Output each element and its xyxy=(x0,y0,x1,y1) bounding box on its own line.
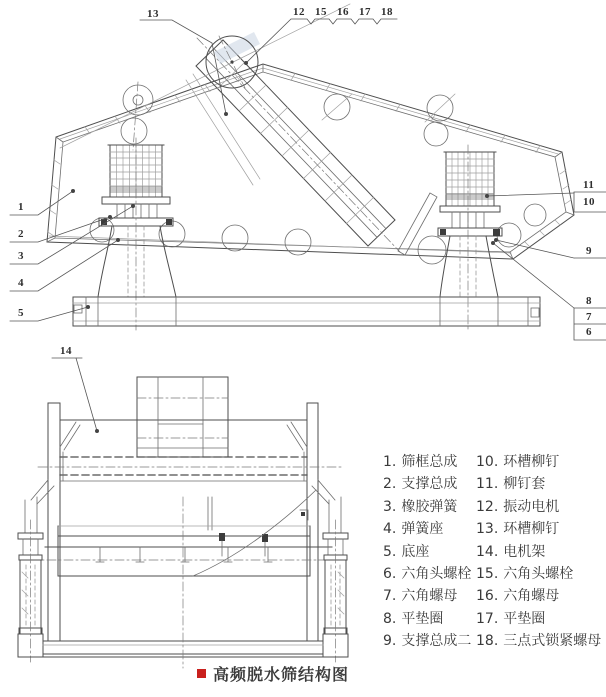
front-view-left-spring xyxy=(18,497,43,662)
red-square-bullet-icon xyxy=(197,669,206,678)
legend-item-2: 2. 支撑总成 xyxy=(383,476,458,493)
legend-item-1: 1. 筛框总成 xyxy=(383,454,458,470)
callout-17: 17 xyxy=(359,6,371,18)
callout-15: 15 xyxy=(315,6,327,18)
callout-3: 3 xyxy=(18,250,24,262)
legend-item-17: 17. 平垫圈 xyxy=(476,610,546,627)
legend-item-13: 13. 环槽柳钉 xyxy=(476,521,560,538)
legend-item-10: 10. 环槽柳钉 xyxy=(476,454,560,470)
front-view-leader-lines xyxy=(52,358,99,433)
callout-6: 6 xyxy=(586,326,592,338)
legend-item-16: 16. 六角螺母 xyxy=(476,588,560,605)
legend-item-6: 6. 六角头螺栓 xyxy=(383,565,472,582)
legend-item-11: 11. 柳钉套 xyxy=(476,476,546,493)
legend-item-18: 18. 三点式锁紧螺母 xyxy=(476,633,602,650)
side-view-base xyxy=(73,297,540,326)
callout-16: 16 xyxy=(337,6,349,18)
callout-7: 7 xyxy=(586,311,592,323)
side-view-vibration-motor xyxy=(60,4,455,150)
callout-11: 11 xyxy=(583,179,595,191)
side-view-bottom-rollers xyxy=(90,204,546,264)
figure-title: 高频脱水筛结构图 xyxy=(213,665,350,684)
legend-item-5: 5. 底座 xyxy=(383,543,430,560)
legend-column-1 xyxy=(383,451,471,653)
side-view-right-spring-support xyxy=(438,145,502,330)
legend-item-7: 7. 六角螺母 xyxy=(383,588,458,605)
callout-14: 14 xyxy=(60,345,72,357)
callout-1: 1 xyxy=(18,201,24,213)
callout-5: 5 xyxy=(18,307,24,319)
callout-2: 2 xyxy=(18,228,24,240)
legend-item-3: 3. 橡胶弹簧 xyxy=(383,498,458,515)
legend-item-14: 14. 电机架 xyxy=(476,543,546,560)
front-view-base xyxy=(18,497,348,668)
callout-10: 10 xyxy=(583,196,595,208)
front-view-deck-beam xyxy=(30,490,348,576)
legend-item-8: 8. 平垫圈 xyxy=(383,610,444,627)
callout-9: 9 xyxy=(586,245,592,257)
side-view-leader-lines xyxy=(10,19,606,340)
legend-column-2 xyxy=(476,451,601,653)
side-view-inclined-deck xyxy=(186,38,437,255)
legend-item-9: 9. 支撑总成二 xyxy=(383,633,472,650)
callout-4: 4 xyxy=(18,277,24,289)
callout-8: 8 xyxy=(586,295,592,307)
front-view-right-spring xyxy=(323,497,348,662)
legend-item-15: 15. 六角头螺栓 xyxy=(476,565,574,582)
legend-item-12: 12. 振动电机 xyxy=(476,498,560,515)
callout-18: 18 xyxy=(381,6,393,18)
side-view-left-spring-support xyxy=(98,138,176,330)
legend-item-4: 4. 弹簧座 xyxy=(383,521,444,538)
figure-title-bar xyxy=(197,662,349,685)
callout-12: 12 xyxy=(293,6,305,18)
callout-13: 13 xyxy=(147,8,159,20)
